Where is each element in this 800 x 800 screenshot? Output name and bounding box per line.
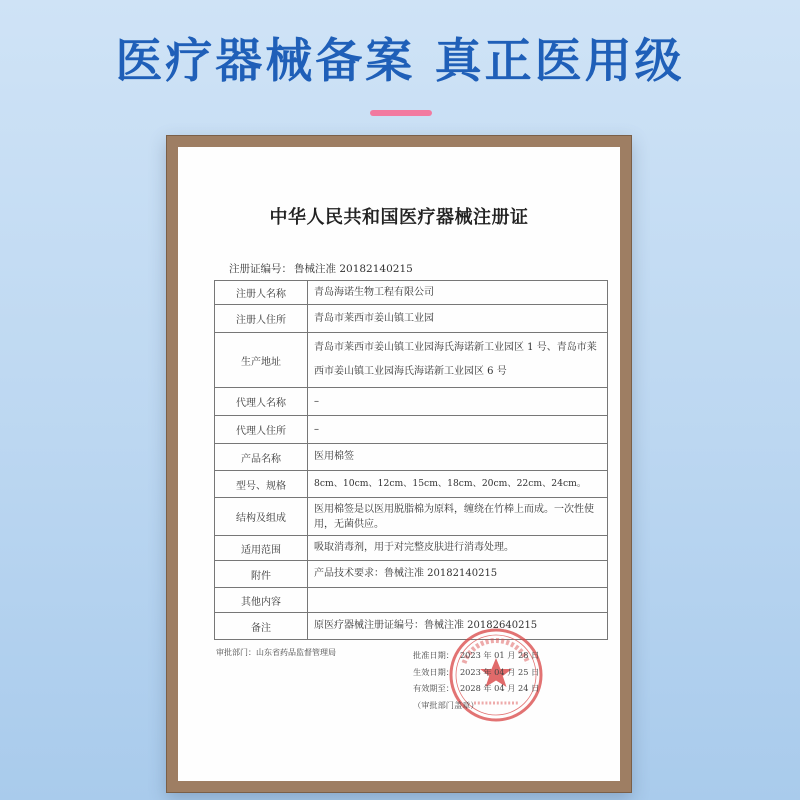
row-label: 注册人住所 — [215, 305, 308, 333]
approval-date-row — [413, 647, 539, 664]
date-label: 有效期至： — [413, 683, 454, 693]
certificate-table — [214, 280, 608, 640]
row-label: 适用范围 — [215, 536, 308, 561]
row-label: 型号、规格 — [215, 471, 308, 498]
row-value: 医用棉签是以医用脱脂棉为原料，缠绕在竹棒上而成。一次性使用，无菌供应。 — [308, 498, 608, 536]
row-value: – — [308, 416, 608, 444]
row-label: 产品名称 — [215, 444, 308, 471]
row-value: 产品技术要求：鲁械注准 20182140215 — [308, 561, 608, 588]
date-label: 生效日期： — [413, 666, 454, 677]
registration-number-line — [229, 261, 415, 276]
table-row — [215, 416, 608, 444]
row-value: 青岛市莱西市姜山镇工业园 — [308, 305, 608, 333]
date-value: 2028 年 04 月 24 日 — [459, 683, 540, 693]
table-row — [215, 613, 608, 640]
row-value — [308, 588, 608, 613]
banner-headline: 医疗器械备案 真正医用级 — [115, 34, 685, 89]
table-row — [215, 444, 608, 471]
row-label: 生产地址 — [215, 333, 308, 388]
approval-dates — [413, 647, 539, 713]
seal-note: （审批部门盖章） — [413, 699, 479, 710]
table-row — [215, 498, 608, 536]
row-label: 代理人名称 — [215, 388, 308, 416]
date-label: 批准日期： — [413, 650, 454, 660]
table-row — [215, 588, 608, 613]
row-label: 其他内容 — [215, 588, 308, 613]
date-value: 2023 年 01 月 28 日 — [459, 650, 540, 660]
table-row — [215, 536, 608, 561]
row-label: 结构及组成 — [215, 498, 308, 536]
row-label: 备注 — [215, 613, 308, 640]
certificate-document — [178, 147, 620, 781]
row-value: 青岛海诺生物工程有限公司 — [308, 281, 608, 305]
row-value: – — [308, 388, 608, 416]
row-value: 原医疗器械注册证编号：鲁械注准 20182640215 — [308, 613, 608, 640]
row-value: 医用棉签 — [308, 444, 608, 471]
registration-number-label: 注册证编号： — [229, 263, 292, 275]
effective-date-row — [413, 664, 539, 681]
row-value: 吸取消毒剂，用于对完整皮肤进行消毒处理。 — [308, 536, 608, 561]
date-value: 2023 年 04 月 25 日 — [459, 666, 540, 677]
table-row — [215, 281, 608, 305]
table-row — [215, 388, 608, 416]
table-row — [215, 305, 608, 333]
row-value: 8cm、10cm、12cm、15cm、18cm、20cm、22cm、24cm。 — [308, 471, 608, 498]
table-row — [215, 333, 608, 388]
approval-department: 审批部门：山东省药品监督管理局 — [216, 648, 336, 657]
certificate-title: 中华人民共和国医疗器械注册证 — [269, 207, 529, 228]
row-value: 青岛市莱西市姜山镇工业园海氏海诺新工业园区 1 号、青岛市莱西市姜山镇工业园海氏海诺新工业园区 6 号 — [308, 333, 608, 388]
expiry-date-row — [413, 680, 539, 697]
row-label: 注册人名称 — [215, 281, 308, 305]
row-label: 代理人住所 — [215, 416, 308, 444]
accent-line — [370, 110, 432, 116]
registration-number: 鲁械注准 20182140215 — [294, 263, 413, 275]
table-row — [215, 471, 608, 498]
table-row — [215, 561, 608, 588]
picture-frame — [166, 135, 632, 793]
row-label: 附件 — [215, 561, 308, 588]
